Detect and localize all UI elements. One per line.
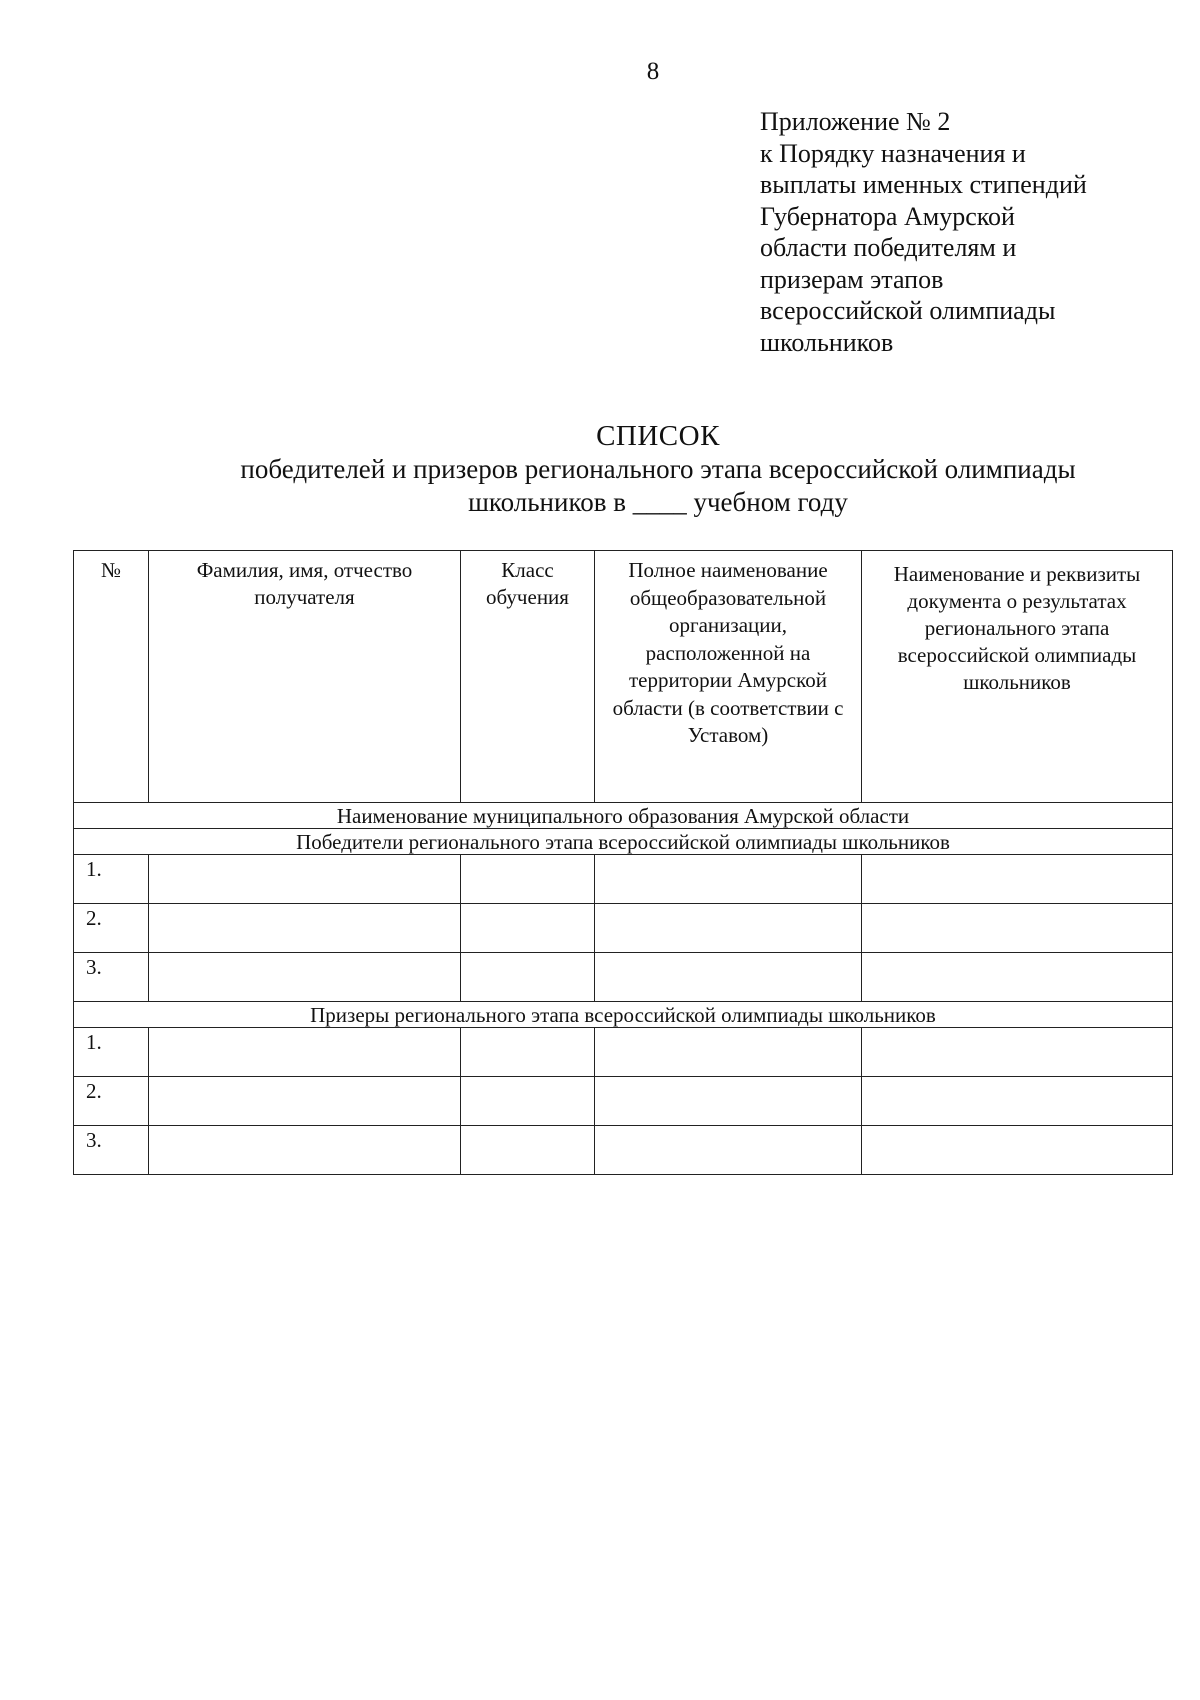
- full-name-cell: [149, 904, 461, 953]
- school-cell: [595, 1126, 862, 1175]
- grade-cell: [461, 904, 595, 953]
- grade-cell: [461, 1028, 595, 1077]
- full-name-cell: [149, 855, 461, 904]
- table-row: [74, 904, 1173, 953]
- full-name-cell: [149, 1028, 461, 1077]
- row-number: 3.: [74, 953, 149, 1002]
- appendix-line: Губернатора Амурской: [760, 201, 1015, 231]
- document-cell: [862, 1126, 1173, 1175]
- school-cell: [595, 1028, 862, 1077]
- table-row: [74, 855, 1173, 904]
- appendix-note: [760, 106, 1180, 358]
- appendix-line: выплаты именных стипендий: [760, 170, 1087, 199]
- document-cell: [862, 1028, 1173, 1077]
- table-header-row: [74, 551, 1173, 803]
- row-number: 1.: [74, 855, 149, 904]
- document-title: [73, 420, 1200, 519]
- school-cell: [595, 855, 862, 904]
- document-cell: [862, 904, 1173, 953]
- row-number: 1.: [74, 1028, 149, 1077]
- column-header-full-name: Фамилия, имя, отчество получателя: [149, 551, 461, 803]
- row-number: 2.: [74, 1077, 149, 1126]
- prizewinners-section-label: Призеры регионального этапа всероссийской олимпиады школьников: [74, 1002, 1173, 1028]
- school-cell: [595, 1077, 862, 1126]
- appendix-line: Приложение № 2: [760, 107, 951, 136]
- document-cell: [862, 1077, 1173, 1126]
- winners-section-label: Победители регионального этапа всероссийской олимпиады школьников: [74, 829, 1173, 855]
- grade-cell: [461, 855, 595, 904]
- full-name-cell: [149, 953, 461, 1002]
- appendix-line: к Порядку назначения и: [760, 138, 1026, 168]
- school-cell: [595, 904, 862, 953]
- grade-cell: [461, 953, 595, 1002]
- page-number: 8: [646, 58, 660, 85]
- document-cell: [862, 953, 1173, 1002]
- full-name-cell: [149, 1126, 461, 1175]
- municipality-row: [74, 803, 1173, 829]
- prizewinners-section-row: [74, 1002, 1173, 1028]
- title-heading: СПИСОК: [596, 420, 720, 452]
- table-row: [74, 1028, 1173, 1077]
- column-header-document: Наименование и реквизиты документа о результатах регионального этапа всероссийской олимпиады школьников: [862, 551, 1173, 803]
- title-line-1: победителей и призеров регионального этапа всероссийской олимпиады: [240, 454, 1076, 484]
- winners-section-row: [74, 829, 1173, 855]
- row-number: 3.: [74, 1126, 149, 1175]
- appendix-line: области победителям и: [760, 233, 1017, 262]
- title-line-2: школьников в ____ учебном году: [468, 487, 848, 517]
- appendix-line: школьников: [760, 327, 894, 357]
- document-cell: [862, 855, 1173, 904]
- list-table: [73, 550, 1173, 1175]
- appendix-line: призерам этапов: [760, 264, 944, 294]
- municipality-label: Наименование муниципального образования Амурской области: [74, 803, 1173, 829]
- grade-cell: [461, 1077, 595, 1126]
- full-name-cell: [149, 1077, 461, 1126]
- table-row: [74, 953, 1173, 1002]
- appendix-line: всероссийской олимпиады: [760, 296, 1056, 325]
- column-header-school: Полное наименование общеобразовательной организации, расположенной на территории Амурской области (в соответствии с Уставом): [595, 551, 862, 803]
- table-row: [74, 1077, 1173, 1126]
- column-header-grade: Класс обучения: [461, 551, 595, 803]
- grade-cell: [461, 1126, 595, 1175]
- table-row: [74, 1126, 1173, 1175]
- column-header-number: №: [74, 551, 149, 803]
- school-cell: [595, 953, 862, 1002]
- row-number: 2.: [74, 904, 149, 953]
